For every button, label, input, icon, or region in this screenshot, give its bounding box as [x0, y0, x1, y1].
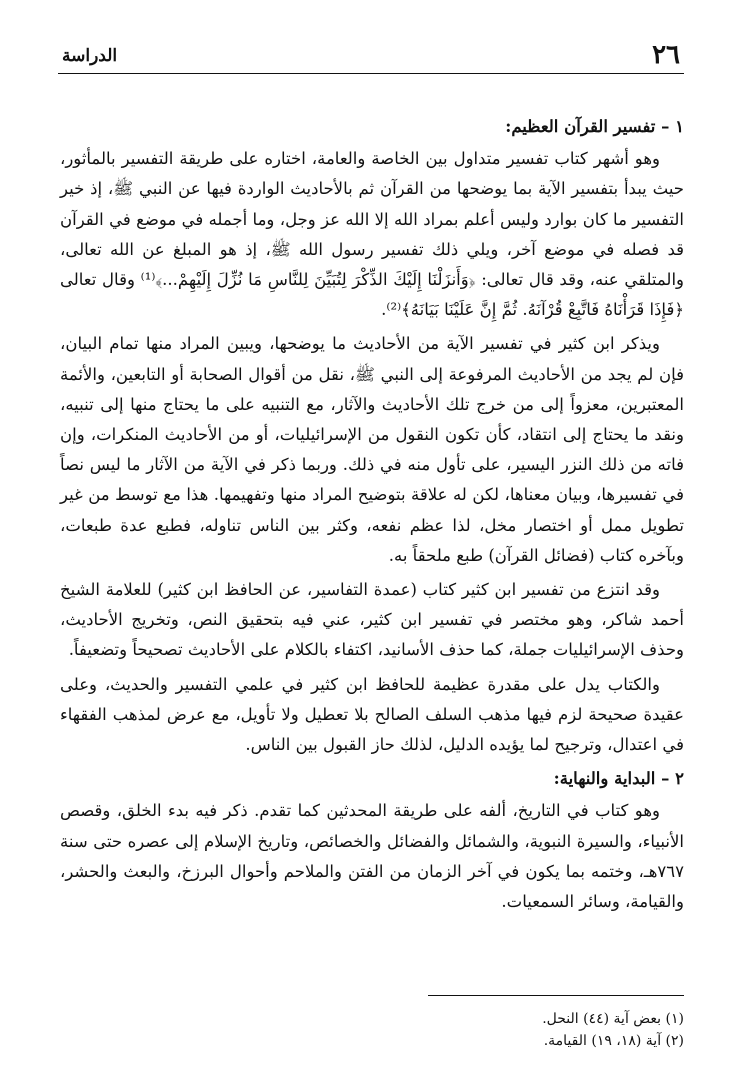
footnote-rule [428, 995, 684, 996]
header-rule [58, 73, 684, 74]
footnotes [300, 1008, 684, 1052]
paragraph: ويذكر ابن كثير في تفسير الآية من الأحاديث ما يوضحها، ويبين المراد منها تمام البيان، فإن لم يجد من الأحاديث المرفوعة إلى النبي ﷺ، نقل من أقوال الصحابة أو التابعين، والأئمة المعتبرين، معزواً إلى من خرج تلك الأحاديث والآثار، مع التنبيه على ما يحتاج منها إلى تنبيه، ونقد ما يحتاج إلى انتقاد، كأن تكون النقول من الإسرائيليات، أو من الأحاديث المنكرات، وإن فاته من ذلك النزر اليسير، على تأول منه في ذلك. وربما ذكر في الآية من الآثار ما ليس نصاً في تفسيرها، وبيان معناها، لكن له علاقة بتوضيح المراد منها وتفهيمها. هذا مع توسط من غير تطويل ممل أو اختصار مخل، لذا عظم نفعه، وكثر بين الناس تناوله، فطبع عدة طبعات، وبآخره كتاب (فضائل القرآن) طبع ملحقاً به. [60, 334, 684, 565]
page-header [58, 40, 684, 72]
paragraph: وهو أشهر كتاب تفسير متداول بين الخاصة والعامة، اختاره على طريقة التفسير بالمأثور، حيث يبدأ بتفسير الآية بما يوضحها من القرآن ثم بالأحاديث الواردة فيها عن النبي ﷺ، إذ خير التفسير ما كان بوارد وليس أعلم بمراد الله إلا الله عز وجل، وما أجمله في موضع في القرآن قد فصله في موضع آخر، ويلي ذلك تفسير رسول الله ﷺ، إذ هو المبلغ عن الله تعالى، والمتلقي عنه، وقد قال تعالى: ﴿وَأَنزَلْنَا إِلَيْكَ الذِّكْرَ لِتُبَيِّنَ لِلنَّاسِ مَا نُزِّلَ إِلَيْهِمْ...﴾⁽¹⁾ وقال تعالى ﴿فَإِذَا قَرَأْنَاهُ فَاتَّبِعْ قُرْآنَهُ. ثُمَّ إِنَّ عَلَيْنَا بَيَانَهُ﴾⁽²⁾. [60, 149, 685, 320]
running-title: الدراسة [62, 46, 118, 66]
main-text [60, 112, 684, 921]
page-number: ٢٦ [652, 40, 680, 70]
section-heading-tafsir: ١ – تفسير القرآن العظيم: [505, 117, 684, 136]
paragraph: وقد انتزع من تفسير ابن كثير كتاب (عمدة التفاسير، عن الحافظ ابن كثير) للعلامة الشيخ أحمد شاكر، وهو مختصر في تفسير ابن كثير، عني فيه بتحقيق النص، وتخريج الأحاديث، وحذف الإسرائيليات جملة، كما حذف الأسانيد، اكتفاء بالكلام على الأحاديث تصحيحاً وتضعيفاً. [60, 580, 684, 660]
paragraph: والكتاب يدل على مقدرة عظيمة للحافظ ابن كثير في علمي التفسير والحديث، وعلى عقيدة صحيحة لزم فيها مذهب السلف الصالح بلا تعطيل ولا تأويل، مع عرض لمذهب الفقهاء في اعتدال، وترجيح لما يؤيده الدليل، لذلك حاز القبول بين الناس. [60, 674, 684, 755]
paragraph: وهو كتاب في التاريخ، ألفه على طريقة المحدثين كما تقدم. ذكر فيه بدء الخلق، وقصص الأنبياء، والسيرة النبوية، والشمائل والفضائل والخصائص، وتاريخ الإسلام إلى عصره حتى سنة ٧٦٧هـ، وختمه بما يكون في آخر الزمان من الفتن والملاحم وأحوال البرزخ، والبعث والحشر، والقيامة، وسائر السمعيات. [60, 801, 684, 912]
footnote-1: (١) بعض آية (٤٤) النحل. [542, 1011, 684, 1027]
section-heading-bidaya: ٢ – البداية والنهاية: [553, 769, 684, 789]
footnote-2: (٢) آية (١٨، ١٩) القيامة. [543, 1033, 684, 1049]
